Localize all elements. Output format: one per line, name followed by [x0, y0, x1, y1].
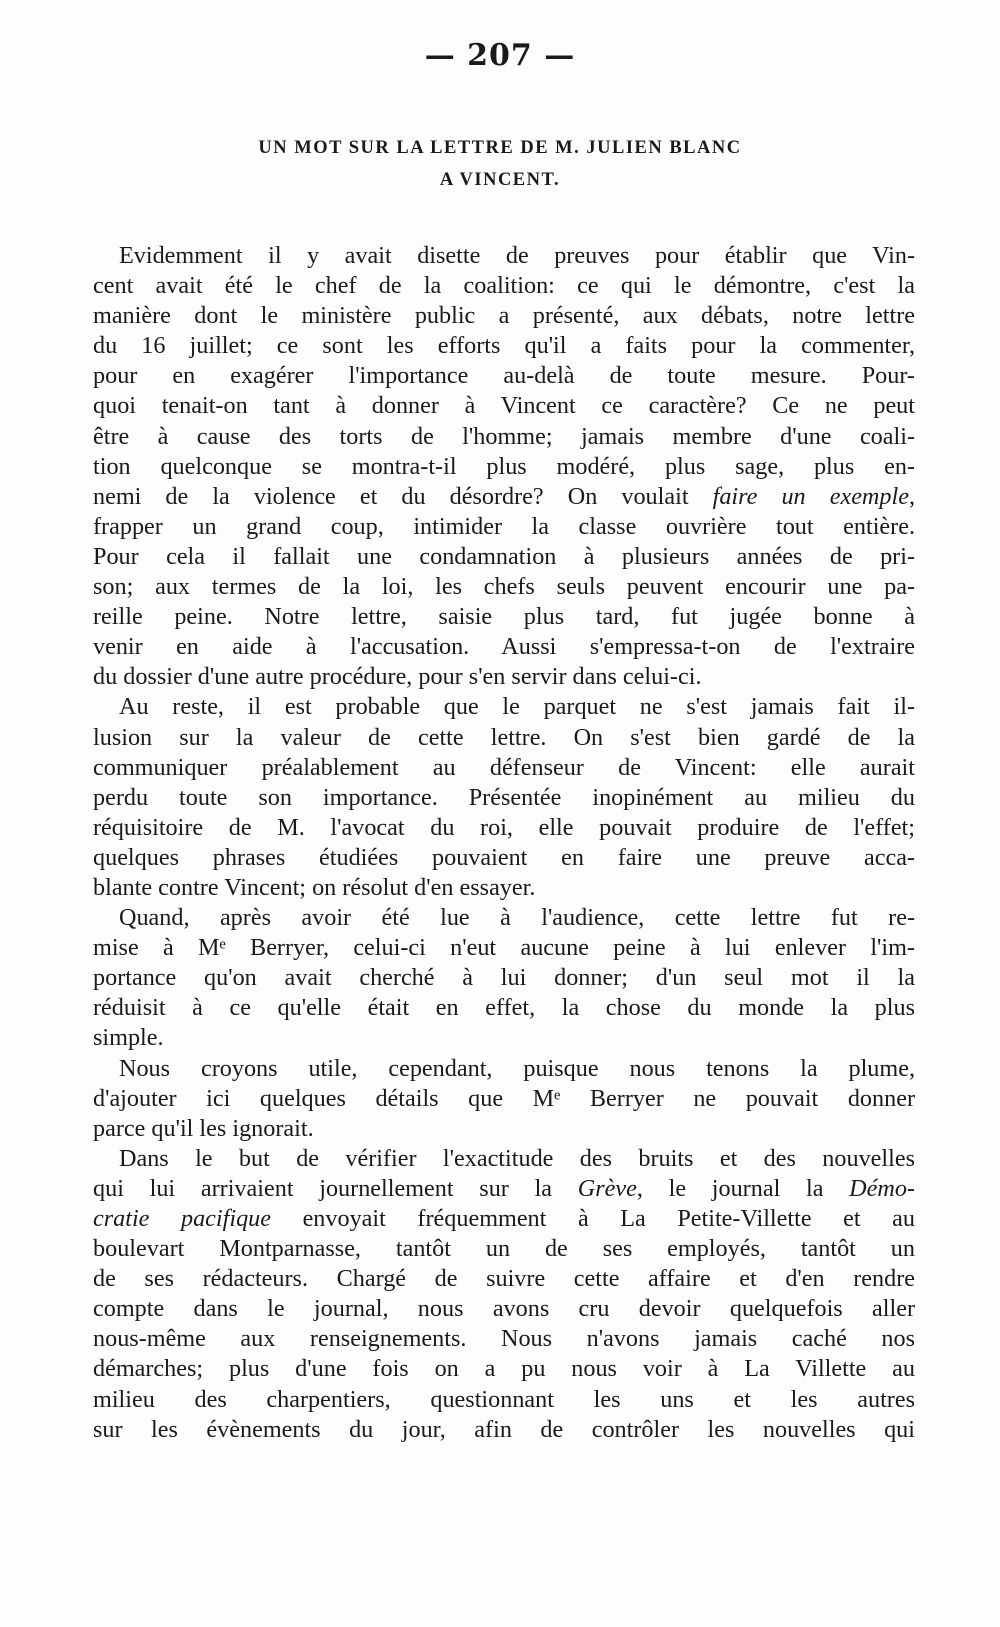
text-line	[93, 1144, 915, 1174]
text-line	[93, 1264, 915, 1294]
line-text: quoi tenait-on tant à donner à Vincent ce caractère? Ce ne peut	[93, 392, 915, 420]
text-line	[93, 1054, 915, 1084]
line-text: son; aux termes de la loi, les chefs seuls peuvent encourir une pa-	[93, 573, 915, 601]
text-line	[93, 692, 915, 722]
line-text: tion quelconque se montra-t-il plus modéré, plus sage, plus en-	[93, 452, 915, 480]
italic-text: faire un exemple	[712, 482, 909, 510]
line-text: ,	[908, 482, 915, 510]
line-text: reille peine. Notre lettre, saisie plus tard, fut jugée bonne à	[93, 603, 915, 631]
text-line	[93, 301, 915, 331]
text-line	[93, 1114, 915, 1144]
line-text: d'ajouter ici quelques détails que Mᵉ Berryer ne pouvait donner	[93, 1084, 915, 1112]
line-text: communiquer préalablement au défenseur de Vincent: elle aurait	[93, 753, 915, 781]
line-text: lusion sur la valeur de cette lettre. On s'est bien gardé de la	[93, 723, 915, 751]
text-line	[93, 873, 915, 903]
text-line	[93, 1324, 915, 1354]
text-line	[93, 963, 915, 993]
line-text: Pour cela il fallait une condamnation à plusieurs années de pri-	[93, 542, 915, 570]
line-text: , le journal la	[636, 1174, 850, 1202]
line-text: Dans le but de vérifier l'exactitude des bruits et des nouvelles	[119, 1144, 915, 1172]
line-text: qui lui arrivaient journellement sur la	[93, 1174, 578, 1202]
section-title	[90, 132, 910, 196]
line-text: nemi de la violence et du désordre? On voulait	[93, 482, 713, 510]
line-text: milieu des charpentiers, questionnant les uns et les autres	[93, 1385, 915, 1413]
text-line	[93, 331, 915, 361]
line-text: Au reste, il est probable que le parquet ne s'est jamais fait il-	[119, 693, 915, 721]
line-text: mise à Mᵉ Berryer, celui-ci n'eut aucune peine à lui enlever l'im-	[93, 934, 915, 962]
text-line	[93, 452, 915, 482]
line-text: compte dans le journal, nous avons cru devoir quelquefois aller	[93, 1295, 915, 1323]
line-text: Nous croyons utile, cependant, puisque nous tenons la plume,	[119, 1054, 915, 1082]
title-line-1: UN MOT SUR LA LETTRE DE M. JULIEN BLANC	[258, 138, 742, 158]
text-line	[93, 422, 915, 452]
title-line-2: A VINCENT.	[439, 170, 561, 190]
text-line	[93, 391, 915, 421]
text-line	[93, 723, 915, 753]
italic-text: Démo-	[849, 1174, 915, 1202]
line-text: frapper un grand coup, intimider la classe ouvrière tout entière.	[93, 512, 915, 540]
line-text: du dossier d'une autre procédure, pour s'en servir dans celui-ci.	[93, 663, 702, 691]
line-text: nous-même aux renseignements. Nous n'avons jamais caché nos	[93, 1325, 915, 1353]
line-text: sur les évènements du jour, afin de contrôler les nouvelles qui	[93, 1415, 915, 1443]
text-line	[93, 813, 915, 843]
line-text: parce qu'il les ignorait.	[93, 1114, 314, 1142]
line-text: boulevart Montparnasse, tantôt un de ses employés, tantôt un	[93, 1235, 915, 1263]
italic-text: cratie pacifique	[93, 1205, 271, 1232]
text-line	[93, 753, 915, 783]
text-line	[93, 1415, 915, 1445]
body-text	[93, 241, 915, 1445]
text-line	[93, 1084, 915, 1114]
line-text: Evidemment il y avait disette de preuves pour établir que Vin-	[119, 242, 915, 269]
text-line	[93, 1385, 915, 1415]
text-line	[93, 542, 915, 572]
text-line	[93, 572, 915, 602]
line-text: réduisit à ce qu'elle était en effet, la chose du monde la plus	[93, 994, 915, 1022]
text-line	[93, 1174, 915, 1204]
text-line	[93, 1234, 915, 1264]
line-text: démarches; plus d'une fois on a pu nous voir à La Villette au	[93, 1355, 915, 1383]
line-text: simple.	[93, 1024, 164, 1052]
text-line	[93, 903, 915, 933]
text-line	[93, 512, 915, 542]
text-line	[93, 361, 915, 391]
line-text: être à cause des torts de l'homme; jamais membre d'une coali-	[93, 422, 915, 450]
text-line	[93, 602, 915, 632]
text-line	[93, 1354, 915, 1384]
text-line	[93, 1023, 915, 1053]
text-line	[93, 241, 915, 271]
text-line	[93, 632, 915, 662]
text-line	[93, 993, 915, 1023]
line-text: de ses rédacteurs. Chargé de suivre cette affaire et d'en rendre	[93, 1265, 915, 1293]
text-line	[93, 662, 915, 692]
text-line	[93, 482, 915, 512]
text-line	[93, 271, 915, 301]
text-line	[93, 1204, 915, 1234]
page-number: — 207 —	[424, 38, 576, 73]
italic-text: Grève	[577, 1174, 637, 1202]
text-line	[93, 1294, 915, 1324]
line-text: manière dont le ministère public a présenté, aux débats, notre lettre	[93, 302, 915, 330]
text-line	[93, 783, 915, 813]
line-text: envoyait fréquemment à La Petite-Villette et au	[271, 1205, 915, 1232]
line-text: blante contre Vincent; on résolut d'en essayer.	[93, 873, 536, 901]
line-text: perdu toute son importance. Présentée inopinément au milieu du	[93, 783, 915, 811]
line-text: cent avait été le chef de la coalition: ce qui le démontre, c'est la	[93, 272, 915, 300]
line-text: portance qu'on avait cherché à lui donner; d'un seul mot il la	[93, 964, 915, 992]
line-text: venir en aide à l'accusation. Aussi s'empressa-t-on de l'extraire	[93, 633, 915, 661]
line-text: réquisitoire de M. l'avocat du roi, elle pouvait produire de l'effet;	[93, 813, 915, 841]
line-text: du 16 juillet; ce sont les efforts qu'il a faits pour la commenter,	[93, 332, 915, 360]
line-text: quelques phrases étudiées pouvaient en faire une preuve acca-	[93, 843, 915, 871]
line-text: pour en exagérer l'importance au-delà de toute mesure. Pour-	[93, 362, 915, 390]
text-line	[93, 843, 915, 873]
text-line	[93, 933, 915, 963]
line-text: Quand, après avoir été lue à l'audience, cette lettre fut re-	[119, 904, 915, 932]
